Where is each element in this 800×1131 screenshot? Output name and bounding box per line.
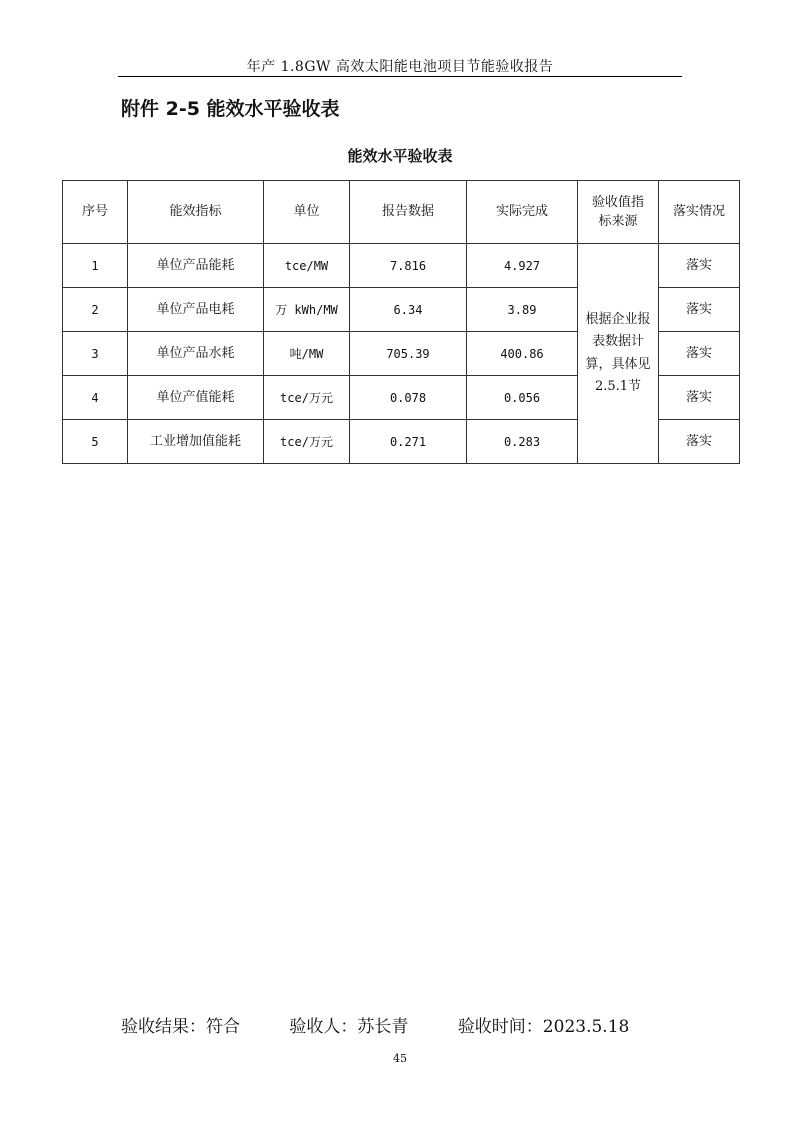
- cell-reported: 0.078: [350, 376, 467, 420]
- cell-actual: 3.89: [467, 288, 578, 332]
- acceptance-footer: [121, 1012, 629, 1037]
- cell-reported: 7.816: [350, 244, 467, 288]
- cell-indicator: 单位产品电耗: [128, 288, 264, 332]
- cell-actual: 0.283: [467, 420, 578, 464]
- acceptance-result: 验收结果：符合: [121, 1017, 240, 1037]
- cell-actual: 0.056: [467, 376, 578, 420]
- cell-unit: tce/MW: [264, 244, 350, 288]
- cell-indicator: 工业增加值能耗: [128, 420, 264, 464]
- cell-unit: 万 kWh/MW: [264, 288, 350, 332]
- cell-status: 落实: [659, 376, 740, 420]
- page-number: 45: [393, 1052, 407, 1065]
- cell-unit: tce/万元: [264, 376, 350, 420]
- cell-status: 落实: [659, 288, 740, 332]
- page-header-title: 年产 1.8GW 高效太阳能电池项目节能验收报告: [246, 59, 554, 75]
- section-title: 附件 2-5 能效水平验收表: [121, 98, 340, 120]
- cell-indicator: 单位产品水耗: [128, 332, 264, 376]
- cell-status: 落实: [659, 332, 740, 376]
- cell-indicator: 单位产值能耗: [128, 376, 264, 420]
- cell-unit: tce/万元: [264, 420, 350, 464]
- cell-index: 2: [63, 288, 128, 332]
- cell-status: 落实: [659, 244, 740, 288]
- cell-indicator: 单位产品能耗: [128, 244, 264, 288]
- col-header-actual: 实际完成: [467, 181, 578, 244]
- cell-actual: 400.86: [467, 332, 578, 376]
- header-divider: [118, 76, 682, 77]
- col-header-indicator: 能效指标: [128, 181, 264, 244]
- cell-index: 3: [63, 332, 128, 376]
- cell-reported: 0.271: [350, 420, 467, 464]
- cell-reported: 6.34: [350, 288, 467, 332]
- table-row: [63, 244, 740, 288]
- col-header-source: 验收值指标来源: [578, 181, 659, 244]
- cell-index: 1: [63, 244, 128, 288]
- cell-index: 5: [63, 420, 128, 464]
- col-header-index: 序号: [63, 181, 128, 244]
- cell-status: 落实: [659, 420, 740, 464]
- table-title: 能效水平验收表: [347, 147, 453, 165]
- cell-unit: 吨/MW: [264, 332, 350, 376]
- acceptance-inspector: 验收人：苏长青: [289, 1017, 409, 1037]
- energy-efficiency-table: [62, 180, 740, 464]
- col-header-unit: 单位: [264, 181, 350, 244]
- cell-source-note: 根据企业报表数据计算，具体见2.5.1节: [578, 244, 659, 464]
- cell-index: 4: [63, 376, 128, 420]
- col-header-status: 落实情况: [659, 181, 740, 244]
- cell-actual: 4.927: [467, 244, 578, 288]
- table-header-row: [63, 181, 740, 244]
- acceptance-date: 验收时间：2023.5.18: [457, 1017, 630, 1037]
- col-header-reported: 报告数据: [350, 181, 467, 244]
- cell-reported: 705.39: [350, 332, 467, 376]
